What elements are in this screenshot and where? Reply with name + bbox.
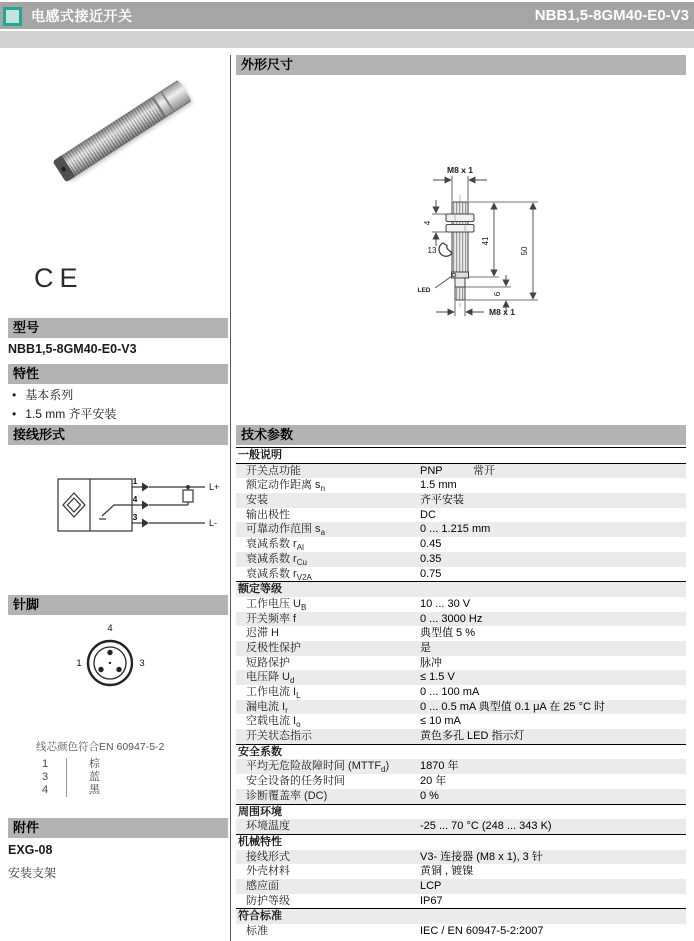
spec-label: 反极性保护 — [246, 641, 301, 654]
spec-label: 空载电流 $I_o$ — [246, 715, 301, 730]
pinout-left-label: 1 — [76, 658, 82, 669]
spec-label: 环境温度 — [246, 820, 290, 833]
spec-value: 1.5 mm — [420, 479, 457, 492]
wiring-lminus-label: L- — [209, 518, 218, 528]
spec-value: 0.35 — [420, 552, 442, 565]
wire-pin: 4 — [42, 784, 49, 796]
spec-label: 衰减系数 $r_{Al}$ — [246, 538, 304, 552]
spec-row — [236, 537, 686, 552]
spec-label: 输出极性 — [246, 508, 290, 521]
sensor-face — [52, 155, 75, 182]
dim-nut-label: 4 — [423, 220, 432, 226]
section-features: 特性 — [8, 364, 228, 384]
spec-row — [236, 626, 686, 641]
spec-label: 开关点功能 — [246, 464, 301, 477]
spec-value: 齐平安装 — [420, 494, 464, 507]
spec-value: 黄色多孔 LED 指示灯 — [420, 730, 525, 743]
wiring-lplus-label: L+ — [209, 482, 220, 492]
spec-row — [236, 924, 686, 939]
spec-value: 0 ... 0.5 mA 典型值 0.1 μA 在 25 °C 时 — [420, 700, 605, 713]
spec-row — [236, 774, 686, 789]
wire-color-row — [42, 784, 100, 797]
spec-value: DC — [420, 508, 436, 521]
wire-color-table — [42, 758, 100, 797]
spec-value: IP67 — [420, 894, 443, 907]
spec-row — [236, 641, 686, 656]
model-number: NBB1,5-8GM40-E0-V3 — [8, 342, 137, 356]
spec-value: 20 年 — [420, 775, 447, 788]
wiring-diagram — [50, 473, 228, 537]
spec-label: 短路保护 — [246, 656, 290, 669]
accessory-description: 安装支架 — [8, 866, 57, 880]
pinout-diagram — [63, 621, 158, 701]
spec-row — [236, 685, 686, 700]
page-title: 电感式接近开关 — [31, 7, 133, 24]
spec-value: ≤ 10 mA — [420, 715, 461, 728]
spec-label: 安全设备的任务时间 — [246, 775, 345, 788]
spec-label: 平均无危险故障时间 $(MTTF_d)$ — [246, 760, 390, 775]
wire-pin: 1 — [42, 758, 49, 770]
wiring-pin3-label: 3 — [132, 512, 138, 522]
spec-row — [236, 879, 686, 894]
dim-led-label: LED — [417, 287, 431, 294]
spec-value: 0 ... 1.215 mm — [420, 523, 491, 536]
wiring-pin4-label: 4 — [132, 494, 138, 504]
pinout-top-label: 4 — [107, 623, 113, 634]
spec-label: 标准 — [246, 925, 268, 937]
dim-thread-bottom-label: M8 x 1 — [489, 307, 515, 317]
technical-data-table — [236, 447, 686, 939]
section-pinout: 针脚 — [8, 595, 228, 615]
spec-row — [236, 552, 686, 567]
dim-body-label: 41 — [481, 236, 490, 246]
sensor-connector-end — [152, 81, 191, 118]
section-accessories: 附件 — [8, 818, 228, 838]
wire-color-note: 线芯颜色符合EN 60947-5-2 — [36, 741, 165, 753]
spec-row — [236, 478, 686, 493]
ce-mark: CE — [34, 263, 84, 293]
section-technical-data: 技术参数 — [236, 425, 686, 445]
spec-section-header: 额定等级 — [236, 581, 686, 597]
spec-label: 感应面 — [246, 879, 279, 892]
spec-value: 0.45 — [420, 538, 442, 551]
spec-value: IEC / EN 60947-5-2:2007 — [420, 925, 544, 937]
spec-section-header: 安全系数 — [236, 744, 686, 760]
spec-row — [236, 656, 686, 671]
features-list — [10, 387, 117, 425]
spec-row — [236, 670, 686, 685]
spec-row — [236, 729, 686, 744]
spec-row — [236, 864, 686, 879]
dim-wrench-label: 13 — [427, 246, 437, 255]
spec-label: 诊断覆盖率 (DC) — [246, 789, 328, 802]
pinout-right-label: 3 — [139, 658, 145, 669]
spec-value: V3- 连接器 (M8 x 1), 3 针 — [420, 850, 543, 863]
spec-row — [236, 508, 686, 523]
dimension-drawing — [405, 155, 605, 339]
section-connection: 接线形式 — [8, 425, 228, 445]
spec-value: 脉冲 — [420, 656, 442, 669]
wire-color-row — [42, 771, 100, 784]
spec-row — [236, 522, 686, 537]
feature-item: • 1.5 mm 齐平安装 — [10, 406, 117, 422]
spec-value: 1870 年 — [420, 760, 459, 773]
spec-row — [236, 819, 686, 834]
spec-row — [236, 789, 686, 804]
wire-color: 黑 — [89, 784, 100, 796]
spec-value: 典型值 5 % — [420, 627, 476, 640]
spec-row — [236, 567, 686, 582]
spec-label: 工作电压 $U_B$ — [246, 597, 307, 612]
spec-section-header: 符合标准 — [236, 908, 686, 924]
spec-section-header: 机械特性 — [236, 834, 686, 850]
spec-label: 迟滞 H — [246, 627, 279, 640]
spec-row — [236, 894, 686, 909]
page-header — [0, 2, 694, 29]
spec-value: 10 ... 30 V — [420, 597, 471, 610]
spec-label: 额定动作距离 $s_n$ — [246, 479, 326, 494]
spec-row — [236, 714, 686, 729]
spec-label: 开关频率 f — [246, 612, 297, 625]
spec-value: LCP — [420, 879, 442, 892]
spec-row — [236, 612, 686, 627]
section-dimensions: 外形尺寸 — [236, 55, 686, 75]
spec-label: 工作电流 $I_L$ — [246, 686, 301, 700]
brand-square-icon — [3, 7, 22, 26]
spec-row — [236, 597, 686, 612]
spec-label: 防护等级 — [246, 894, 290, 907]
spec-row — [236, 493, 686, 508]
spec-row — [236, 700, 686, 715]
spec-label: 接线形式 — [246, 850, 290, 863]
spec-label: 安装 — [246, 494, 268, 507]
header-substrip — [0, 31, 694, 48]
spec-label: 外壳材料 — [246, 865, 290, 878]
wire-pin: 3 — [42, 771, 49, 783]
spec-value: 0.75 — [420, 567, 442, 580]
spec-value-secondary: 常开 — [473, 464, 495, 477]
spec-value: PNP — [420, 464, 443, 477]
spec-label: 开关状态指示 — [246, 730, 312, 743]
spec-label: 漏电流 $I_r$ — [246, 700, 288, 715]
spec-label: 衰减系数 $r_{Cu}$ — [246, 552, 307, 567]
dim-total-label: 50 — [520, 246, 529, 256]
spec-value: 0 ... 3000 Hz — [420, 612, 483, 625]
sensor-barrel-image — [55, 80, 191, 180]
spec-section-header: 一般说明 — [236, 447, 686, 464]
dim-connector-label: 6 — [493, 291, 502, 297]
spec-row — [236, 850, 686, 865]
spec-label: 衰减系数 $r_{V2A}$ — [246, 567, 312, 582]
spec-value: 0 ... 100 mA — [420, 686, 480, 698]
wire-color: 蓝 — [89, 771, 100, 783]
spec-section-header: 周围环境 — [236, 804, 686, 820]
spec-row — [236, 464, 686, 479]
wire-color: 棕 — [89, 758, 100, 770]
dim-thread-top-label: M8 x 1 — [447, 165, 473, 175]
spec-label: 可靠动作范围 $s_a$ — [246, 523, 326, 538]
right-column — [236, 55, 686, 941]
product-photo — [36, 60, 208, 200]
section-model: 型号 — [8, 318, 228, 338]
accessory-model: EXG-08 — [8, 843, 53, 857]
spec-value: 黄铜 , 镀镍 — [420, 865, 474, 878]
wiring-pin1-label: 1 — [132, 476, 138, 486]
spec-value: ≤ 1.5 V — [420, 671, 455, 684]
spec-value: 是 — [420, 641, 431, 654]
wire-color-row — [42, 758, 100, 771]
spec-value: -25 ... 70 °C (248 ... 343 K) — [420, 820, 552, 833]
spec-value: 0 % — [420, 789, 439, 802]
left-column — [8, 55, 228, 941]
feature-item: • 基本系列 — [10, 387, 117, 403]
header-model-number: NBB1,5-8GM40-E0-V3 — [534, 7, 689, 24]
column-divider — [230, 55, 231, 941]
spec-label: 电压降 $U_d$ — [246, 671, 295, 685]
spec-row — [236, 759, 686, 774]
